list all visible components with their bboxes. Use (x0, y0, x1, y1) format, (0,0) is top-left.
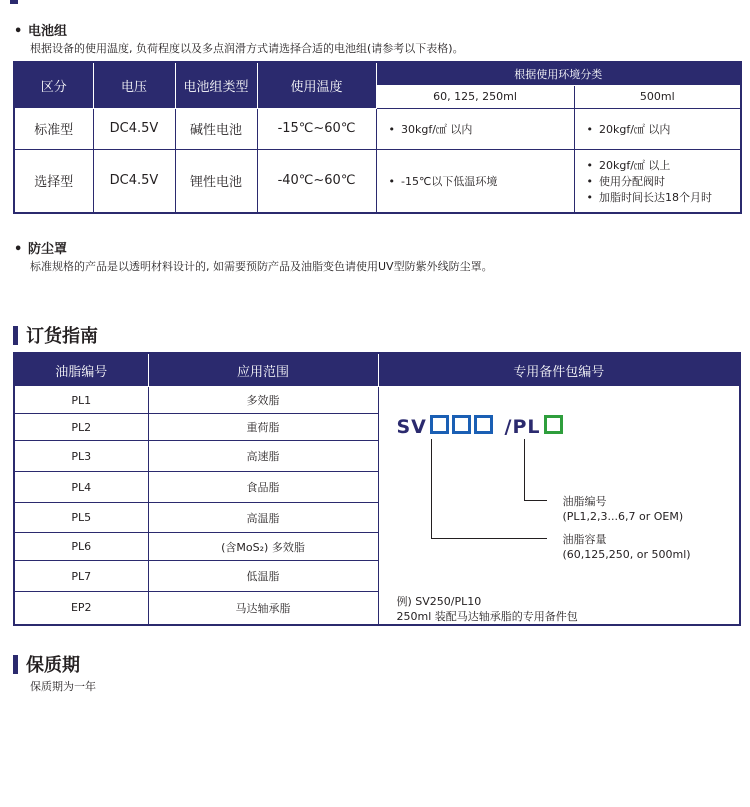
battery-table (13, 61, 742, 214)
header-env-small: 60, 125, 250ml (376, 85, 574, 108)
grease-annotation: 油脂编号 (PL1,2,3...6,7 or OEM) (562, 495, 684, 523)
section-marker (13, 655, 18, 674)
table-row (14, 387, 740, 414)
grease-usage: 马达轴承脂 (148, 592, 378, 625)
battery-description: 根据设备的使用温度, 负荷程度以及多点润滑方式请选择合适的电池组(请参考以下表格)。 (30, 42, 464, 55)
cell-type: 锂性电池 (175, 149, 257, 213)
kit-code-diagram (378, 387, 740, 625)
header-env-large: 500ml (574, 85, 741, 108)
grease-usage: (含MoS₂) 多效脂 (148, 533, 378, 561)
capacity-box-icon (474, 415, 493, 434)
dust-cover-description: 标准规格的产品是以透明材料设计的, 如需要预防产品及油脂变色请使用UV型防紫外线防尘罩。 (30, 260, 493, 273)
env-item: • 使用分配阀时 (587, 173, 741, 189)
header-kit-code: 专用备件包编号 (378, 353, 740, 387)
header-grease-code: 油脂编号 (14, 353, 148, 387)
warranty-text: 保质期为一年 (30, 680, 96, 693)
grease-box-icon (544, 415, 563, 434)
cell-temperature: -40℃~60℃ (257, 149, 376, 213)
grease-usage: 多效脂 (148, 387, 378, 414)
cell-voltage: DC4.5V (93, 108, 175, 149)
env-item: • 20kgf/㎠ 以内 (587, 121, 741, 137)
cell-category: 选择型 (14, 149, 93, 213)
cell-temperature: -15℃~60℃ (257, 108, 376, 149)
order-guide-title: 订货指南 (13, 322, 98, 348)
grease-usage: 高温脂 (148, 503, 378, 533)
header-usage: 应用范围 (148, 353, 378, 387)
env-item: • 30kgf/㎠ 以内 (389, 121, 574, 137)
grease-code: PL7 (14, 561, 148, 592)
cell-env-large (574, 108, 741, 149)
battery-row-optional (14, 149, 741, 213)
env-item: • 20kgf/㎠ 以上 (587, 157, 741, 173)
capacity-connector (431, 439, 432, 539)
grease-code: PL4 (14, 472, 148, 503)
grease-connector (524, 500, 547, 501)
header-voltage: 电压 (93, 62, 175, 108)
grease-usage: 食品脂 (148, 472, 378, 503)
top-decoration-bar (10, 0, 18, 4)
header-category: 区分 (14, 62, 93, 108)
order-table (13, 352, 741, 626)
capacity-annotation: 油脂容量 (60,125,250, or 500ml) (562, 533, 691, 561)
grease-code: PL3 (14, 441, 148, 472)
cell-env-small (376, 149, 574, 213)
dust-cover-heading: • 防尘罩 (14, 242, 68, 257)
grease-code: PL5 (14, 503, 148, 533)
grease-code: PL2 (14, 414, 148, 441)
battery-heading: • 电池组 (14, 24, 68, 39)
cell-type: 碱性电池 (175, 108, 257, 149)
capacity-connector (431, 538, 547, 539)
capacity-box-icon (452, 415, 471, 434)
capacity-box-icon (430, 415, 449, 434)
warranty-title: 保质期 (13, 651, 80, 677)
cell-env-large (574, 149, 741, 213)
section-marker (13, 326, 18, 345)
grease-code: PL1 (14, 387, 148, 414)
grease-usage: 重荷脂 (148, 414, 378, 441)
kit-code-format: SV /PL (397, 415, 563, 438)
header-temperature: 使用温度 (257, 62, 376, 108)
header-environment: 根据使用环境分类 (376, 62, 741, 85)
kit-example: 例) SV250/PL10 250ml 装配马达轴承脂的专用备件包 (396, 595, 578, 623)
env-item: • -15℃以下低温环境 (389, 173, 574, 189)
battery-row-standard (14, 108, 741, 149)
env-item: • 加脂时间长达18个月时 (587, 189, 741, 205)
grease-usage: 高速脂 (148, 441, 378, 472)
cell-env-small (376, 108, 574, 149)
grease-code: EP2 (14, 592, 148, 625)
grease-usage: 低温脂 (148, 561, 378, 592)
cell-category: 标准型 (14, 108, 93, 149)
grease-code: PL6 (14, 533, 148, 561)
cell-voltage: DC4.5V (93, 149, 175, 213)
grease-connector (524, 439, 525, 501)
header-battery-type: 电池组类型 (175, 62, 257, 108)
